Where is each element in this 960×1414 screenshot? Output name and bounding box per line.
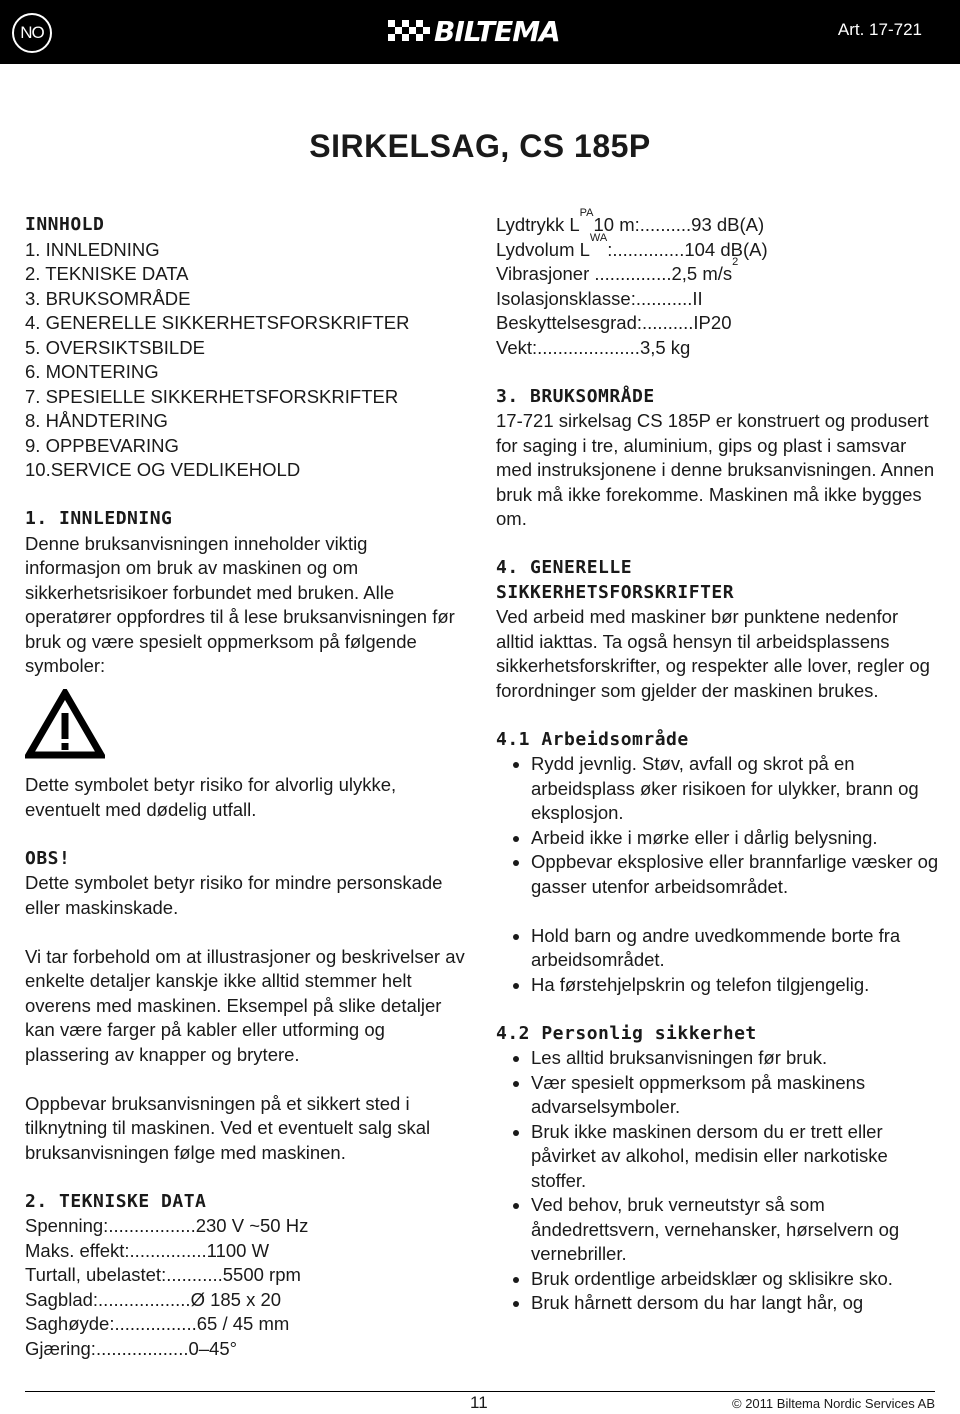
intro-paragraph: Denne bruksanvisningen inneholder viktig informasjon om bruk av maskinen og om sikkerhetsrisikoer forbundet med bruken. Alle operatører oppfordres til å lese bruksanvisningen før bruk og være spesielt oppmerksom på følgende symboler: [25,532,455,676]
obs-heading: OBS! [25,847,71,869]
language-badge: NO [12,13,52,53]
spec-row: Vibrasjoner ............... 2,5 m/s 2 [496,256,739,284]
spec-list [25,1214,465,1361]
checkered-flag-icon [388,20,430,42]
spec-row: Gjæring: .................. 0–45° [25,1337,238,1359]
list-item: • Ha førstehjelpskrin og telefon tilgjengelig. [531,973,941,998]
spec-row: Vekt: .................... 3,5 kg [496,336,691,358]
spec-row: Maks. effekt: ............... 1100 W [25,1239,270,1261]
list-item: • Les alltid bruksanvisningen før bruk. [531,1046,941,1071]
toc-item: 8. HÅNDTERING [25,410,168,431]
left-column [25,213,465,1361]
section-heading: 4. GENERELLE [496,557,633,578]
list-item: • Oppbevar eksplosive eller brannfarlige væsker og gasser utenfor arbeidsområdet. [531,850,941,899]
toc-item: 4. GENERELLE SIKKERHETSFORSKRIFTER [25,312,410,333]
toc-item: 3. BRUKSOMRÅDE [25,287,191,309]
spec-row: Spenning: ................. 230 V ~50 Hz [25,1215,309,1236]
warning-triangle-icon [25,689,105,759]
list-item: • Rydd jevnlig. Støv, avfall og skrot på en arbeidsplass øker risikoen for ulykker, brann og eksplosjon. [531,752,941,826]
usage-paragraph: 17-721 sirkelsag CS 185P er konstruert og produsert for saging i tre, aluminium, gips og plast i samsvar med instruksjonene i denne bruksanvisningen. Annen bruk må ikke forekomme. Maskinen må ikke bygges om. [496,410,935,529]
page-title: SIRKELSAG, CS 185P [309,128,651,164]
list-item: • Vær spesielt oppmerksom på maskinens advarselsymboler. [531,1071,941,1120]
spec-row: Turtall, ubelastet: ........... 5500 rpm [25,1264,301,1285]
section-heading: 1. INNLEDNING [25,508,173,529]
warning-text: Dette symbolet betyr risiko for alvorlig ulykke, eventuelt med dødelig utfall. [25,774,397,820]
brand-logo [388,12,560,50]
footer-divider [25,1391,935,1392]
reservation-paragraph: Vi tar forbehold om at illustrasjoner og beskrivelser av enkelte detaljer kanskje ikke alltid stemmer helt overens med maskinen. Eksempel på slike detaljer kan være farger på kabler eller utforming og plassering av knapper og brytere. [25,945,465,1065]
toc-item: 10.SERVICE OG VEDLIKEHOLD [25,459,301,480]
toc-item: 6. MONTERING [25,361,159,382]
toc-item: 1. INNLEDNING [25,238,160,260]
safety-paragraph: Ved arbeid med maskiner bør punktene nedenfor alltid iakttas. Ta også hensyn til arbeidsplassens sikkerhetsforskrifter, og respekter alle lover, regler og forordninger som gjelder der maskinen brukes. [496,606,930,701]
obs-text: Dette symbolet betyr risiko for mindre personskade eller maskinskade. [25,872,443,918]
bullet-list [496,1046,941,1316]
bullet-list [496,924,941,998]
subsection-heading: 4.2 Personlig sikkerhet [496,1022,757,1044]
subsection-heading: 4.1 Arbeidsområde [496,728,689,750]
header-bar [0,0,960,64]
toc-item: 7. SPESIELLE SIKKERHETSFORSKRIFTER [25,385,399,407]
section-heading: 3. BRUKSOMRÅDE [496,385,655,407]
list-item: • Ved behov, bruk verneutstyr så som åndedrettsvern, vernehansker, hørselvern og vernebriller. [531,1193,941,1267]
spec-row: Lydvolum L WA : .............. 104 dB(A) [496,231,768,260]
toc-heading: INNHOLD [25,214,105,235]
toc-item: 9. OPPBEVARING [25,434,179,456]
spec-row: Saghøyde: ................ 65 / 45 mm [25,1313,290,1334]
list-item: • Arbeid ikke i mørke eller i dårlig belysning. [531,826,941,851]
spec-list-continued [496,207,941,360]
bullet-list [496,752,941,899]
spec-row: Beskyttelsesgrad: .......... IP20 [496,312,732,333]
list-item: • Bruk ordentlige arbeidsklær og sklisikre sko. [531,1267,941,1292]
copyright-notice: © 2011 Biltema Nordic Services AB [732,1396,935,1411]
section-heading-continued: SIKKERHETSFORSKRIFTER [496,581,735,603]
list-item: • Bruk hårnett dersom du har langt hår, og [531,1291,941,1316]
storage-paragraph: Oppbevar bruksanvisningen på et sikkert sted i tilknytning til maskinen. Ved et eventuelt salg skal bruksanvisningen følge med maskinen. [25,1092,431,1163]
right-column [496,207,941,1316]
spec-row: Lydtrykk L PA 10 m: .......... 93 dB(A) [496,207,765,235]
brand-name: BILTEMA [434,14,560,48]
page-number: 11 [470,1393,488,1412]
table-of-contents [25,238,465,483]
article-number: Art. 17-721 [837,20,922,39]
spec-row: Isolasjonsklasse: ........... II [496,287,703,309]
spec-row: Sagblad: .................. Ø 185 x 20 [25,1288,282,1310]
toc-item: 5. OVERSIKTSBILDE [25,336,205,358]
list-item: • Hold barn og andre uvedkommende borte fra arbeidsområdet. [531,924,941,973]
section-heading: 2. TEKNISKE DATA [25,1190,207,1212]
toc-item: 2. TEKNISKE DATA [25,263,189,284]
list-item: • Bruk ikke maskinen dersom du er trett eller påvirket av alkohol, medisin eller narkotiske stoffer. [531,1120,941,1194]
